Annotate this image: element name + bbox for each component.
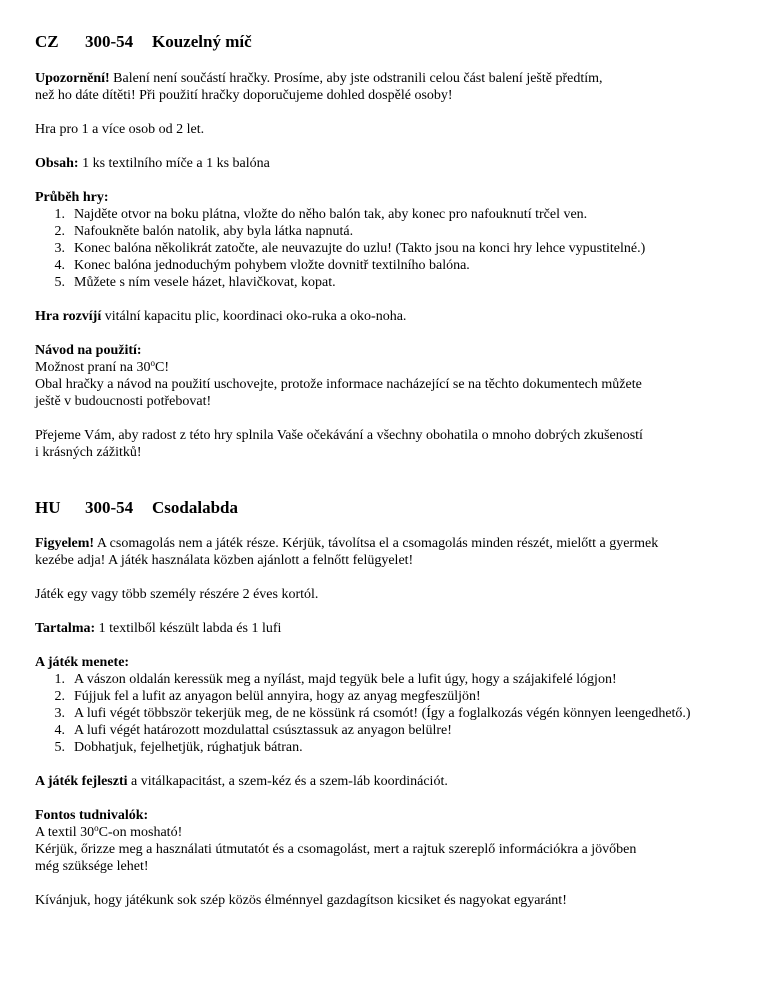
wash-text-end: C-on mosható! [98,825,183,840]
list-item [35,223,750,240]
step-number: 2. [54,689,65,704]
list-item [35,688,750,705]
step-text: Najděte otvor na boku plátna, vložte do něho balón tak, aby konec pro nafouknutí trčel ven. [74,207,588,222]
develops-label: Hra rozvíjí [35,309,102,324]
step-number: 1. [54,207,65,222]
step-text: Můžete s ním vesele házet, hlavičkovat, kopat. [74,275,336,290]
warning-label: Figyelem! [35,536,95,551]
wash-text: Možnost praní na 30 [35,360,151,375]
contents-label: Tartalma: [35,621,96,636]
wish-line-1: Kívánjuk, hogy játékunk sok szép közös élménnyel gazdagítson kicsiket és nagyokat egyaránt! [35,893,567,908]
warning-line-1: A csomagolás nem a játék része. Kérjük, távolítsa el a csomagolás minden részét, mielőtt a gyermek [94,536,659,551]
step-number: 4. [54,723,65,738]
list-item [35,257,750,274]
product-title: Csodalabda [152,498,238,517]
manual-label: Návod na použití: [35,343,142,358]
language-code: CZ [35,32,59,51]
warning-paragraph [35,70,750,104]
develops-text: a vitálkapacitást, a szem-kéz és a szem-láb koordinációt. [127,774,448,789]
warning-line-1: Balení není součástí hračky. Prosíme, aby jste odstranili celou část balení ještě předtím, [109,71,603,86]
contents-text: 1 textilből készült labda és 1 lufi [95,621,282,636]
section-heading-hu [35,498,750,518]
steps-label: A játék menete: [35,655,130,670]
wish-paragraph [35,427,750,461]
steps-heading [35,654,750,671]
steps-label: Průběh hry: [35,190,109,205]
keep-line-1: Kérjük, őrizze meg a használati útmutatót és a csomagolást, mert a rajtuk szereplő információkra a jövőben [35,842,637,857]
develops-text: vitální kapacitu plic, koordinaci oko-ruka a oko-noha. [101,309,407,324]
document-page [35,0,750,909]
step-text: A lufi végét határozott mozdulattal csúsztassuk az anyagon belülre! [74,723,452,738]
step-text: A vászon oldalán keressük meg a nyílást, majd tegyük bele a lufit úgy, hogy a szájakifelé lógjon! [74,672,617,687]
contents-label: Obsah: [35,156,79,171]
steps-heading [35,189,750,206]
warning-paragraph [35,535,750,569]
product-code: 300-54 [85,498,134,517]
section-heading-cz [35,32,750,52]
warning-line-2: než ho dáte dítěti! Při použití hračky doporučujeme dohled dospělé osoby! [35,88,453,103]
language-code: HU [35,498,61,517]
list-item [35,206,750,223]
step-text: A lufi végét többször tekerjük meg, de ne kössünk rá csomót! (Így a foglalkozás végén könnyen leengedhető.) [74,706,691,721]
players-paragraph: Játék egy vagy több személy részére 2 éves kortól. [35,587,319,602]
manual-label: Fontos tudnivalók: [35,808,149,823]
keep-line-2: még szüksége lehet! [35,859,149,874]
list-item [35,274,750,291]
degree-superscript: o [94,823,99,833]
wish-line-2: i krásných zážitků! [35,445,142,460]
step-text: Fújjuk fel a lufit az anyagon belül annyira, hogy az anyag megfeszüljön! [74,689,481,704]
list-item [35,705,750,722]
develops-paragraph [35,773,750,790]
warning-label: Upozornění! [35,71,110,86]
wash-text: A textil 30 [35,825,95,840]
players-paragraph: Hra pro 1 a více osob od 2 let. [35,122,205,137]
step-number: 4. [54,258,65,273]
step-text: Dobhatjuk, fejelhetjük, rúghatjuk bátran. [74,740,303,755]
manual-paragraph [35,342,750,410]
step-number: 3. [54,241,65,256]
step-number: 3. [54,706,65,721]
develops-paragraph [35,308,750,325]
step-text: Konec balóna jednoduchým pohybem vložte dovnitř textilního balóna. [74,258,470,273]
keep-line-1: Obal hračky a návod na použití uschovejte, protože informace nacházející se na těchto dokumentech můžete [35,377,642,392]
step-text: Nafoukněte balón natolik, aby byla látka napnutá. [74,224,354,239]
product-title: Kouzelný míč [152,32,252,51]
manual-paragraph [35,807,750,875]
steps-list [35,206,750,291]
warning-line-2: kezébe adja! A játék használata közben ajánlott a felnőtt felügyelet! [35,553,414,568]
step-number: 5. [54,740,65,755]
steps-list [35,671,750,756]
wish-paragraph [35,892,750,909]
develops-label: A játék fejleszti [35,774,128,789]
contents-text: 1 ks textilního míče a 1 ks balóna [78,156,270,171]
keep-line-2: ještě v budoucnosti potřebovat! [35,394,212,409]
degree-superscript: o [150,358,155,368]
contents-paragraph [35,620,750,637]
list-item [35,240,750,257]
step-number: 2. [54,224,65,239]
step-text: Konec balóna několikrát zatočte, ale neuvazujte do uzlu! (Takto jsou na konci hry lehce vypustitelné.) [74,241,646,256]
list-item [35,671,750,688]
section-hu [35,498,750,909]
section-cz [35,32,750,461]
list-item [35,739,750,756]
wish-line-1: Přejeme Vám, aby radost z této hry splnila Vaše očekávání a všechny obohatila o mnoho dobrých zkušeností [35,428,643,443]
wash-text-end: C! [154,360,169,375]
product-code: 300-54 [85,32,134,51]
step-number: 1. [54,672,65,687]
contents-paragraph [35,155,750,172]
list-item [35,722,750,739]
step-number: 5. [54,275,65,290]
